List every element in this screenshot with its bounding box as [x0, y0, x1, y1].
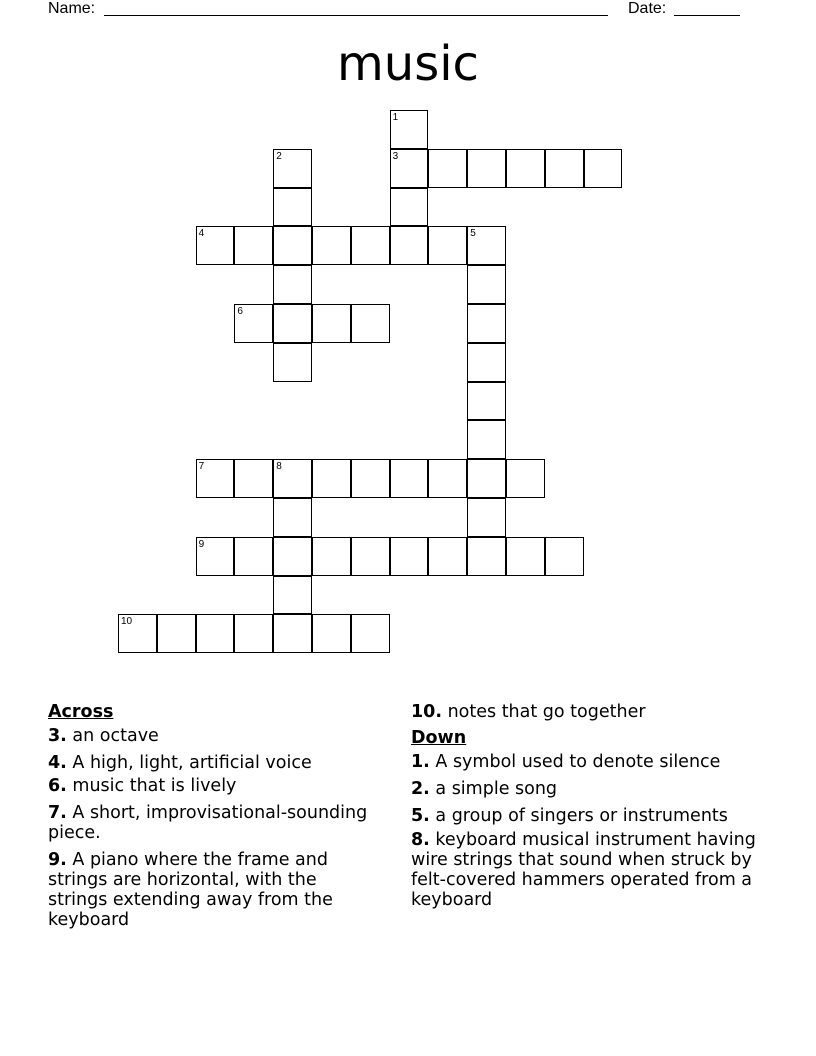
page-title: music	[337, 36, 479, 92]
grid-cell[interactable]	[467, 226, 506, 265]
grid-cell[interactable]	[312, 614, 351, 653]
cell-number: 9	[198, 538, 205, 550]
grid-cell[interactable]	[467, 304, 506, 343]
grid-cell[interactable]	[390, 226, 429, 265]
across-clue	[48, 726, 368, 746]
clue-text: an octave	[72, 726, 159, 746]
grid-cell[interactable]	[506, 537, 545, 576]
grid-cell[interactable]	[273, 226, 312, 265]
down-clue	[411, 830, 771, 910]
grid-cell[interactable]	[157, 614, 196, 653]
grid-cell[interactable]	[312, 459, 351, 498]
grid-cell[interactable]	[273, 265, 312, 304]
grid-cell[interactable]	[467, 149, 506, 188]
grid-cell[interactable]	[234, 304, 273, 343]
grid-cell[interactable]	[234, 226, 273, 265]
clue-number: 7.	[48, 803, 67, 823]
grid-cell[interactable]	[467, 265, 506, 304]
clue-text: A high, light, artificial voice	[72, 753, 312, 773]
grid-cell[interactable]	[584, 149, 623, 188]
grid-cell[interactable]	[467, 459, 506, 498]
date-field[interactable]	[674, 15, 740, 16]
grid-cell[interactable]	[234, 537, 273, 576]
across-clue	[48, 753, 368, 773]
grid-cell[interactable]	[273, 188, 312, 227]
down-clue	[411, 779, 771, 799]
across-clue	[48, 776, 368, 796]
grid-cell[interactable]	[467, 382, 506, 421]
grid-cell[interactable]	[467, 420, 506, 459]
grid-cell[interactable]	[273, 304, 312, 343]
cell-number: 1	[392, 112, 399, 123]
cell-number: 3	[392, 150, 399, 162]
grid-cell[interactable]	[428, 226, 467, 265]
clues-left-column	[48, 702, 368, 937]
grid-cell[interactable]	[467, 498, 506, 537]
name-field[interactable]	[104, 15, 608, 16]
clue-text: keyboard musical instrument having wire strings that sound when struck by felt-covered hammers operated from a keyboard	[411, 830, 756, 910]
cell-number: 8	[276, 461, 282, 473]
grid-cell[interactable]	[390, 149, 429, 188]
grid-cell[interactable]	[312, 226, 351, 265]
cell-number: 2	[276, 150, 282, 162]
grid-cell[interactable]	[390, 537, 429, 576]
clue-number: 4.	[48, 753, 67, 773]
grid-cell[interactable]	[351, 304, 390, 343]
cell-number: 6	[237, 306, 243, 317]
clue-number: 5.	[411, 806, 430, 826]
cell-number: 5	[470, 228, 476, 240]
clue-text: a simple song	[435, 779, 558, 799]
clue-text: A piano where the frame and strings are horizontal, with the strings extending away from the keyboard	[48, 850, 333, 930]
grid-cell[interactable]	[312, 537, 351, 576]
clue-text: music that is lively	[72, 776, 237, 796]
grid-cell[interactable]	[273, 459, 312, 498]
clue-number: 8.	[411, 830, 430, 850]
across-clue	[48, 803, 368, 843]
name-label: Name:	[48, 0, 96, 17]
grid-cell[interactable]	[196, 537, 235, 576]
grid-cell[interactable]	[196, 226, 235, 265]
header	[48, 0, 748, 20]
grid-cell[interactable]	[351, 226, 390, 265]
grid-cell[interactable]	[196, 614, 235, 653]
across-heading: Across	[48, 702, 114, 722]
clue-number: 2.	[411, 779, 430, 799]
across-clue	[411, 702, 771, 722]
clue-text: notes that go together	[447, 702, 646, 722]
clue-number: 6.	[48, 776, 67, 796]
cell-number: 10	[121, 616, 133, 628]
down-clue	[411, 752, 771, 772]
down-heading: Down	[411, 728, 467, 748]
grid-cell[interactable]	[506, 149, 545, 188]
grid-cell[interactable]	[428, 459, 467, 498]
across-clue	[48, 850, 368, 930]
grid-cell[interactable]	[351, 459, 390, 498]
grid-cell[interactable]	[273, 576, 312, 615]
clue-text: A symbol used to denote silence	[435, 752, 721, 772]
clue-number: 9.	[48, 850, 67, 870]
grid-cell[interactable]	[390, 459, 429, 498]
grid-cell[interactable]	[234, 459, 273, 498]
cell-number: 7	[198, 461, 205, 473]
grid-cell[interactable]	[351, 614, 390, 653]
date-label: Date:	[628, 0, 667, 17]
grid-cell[interactable]	[428, 149, 467, 188]
clue-number: 3.	[48, 726, 67, 746]
grid-cell[interactable]	[506, 459, 545, 498]
grid-cell[interactable]	[467, 537, 506, 576]
grid-cell[interactable]	[273, 343, 312, 382]
clue-number: 1.	[411, 752, 430, 772]
grid-cell[interactable]	[273, 149, 312, 188]
grid-cell[interactable]	[196, 459, 235, 498]
cell-number: 4	[198, 228, 205, 240]
clue-number: 10.	[411, 702, 443, 722]
grid-cell[interactable]	[273, 614, 312, 653]
clues-right-column	[411, 702, 771, 917]
clue-text: a group of singers or instruments	[435, 806, 728, 826]
grid-cell[interactable]	[390, 110, 429, 149]
grid-cell[interactable]	[273, 537, 312, 576]
grid-cell[interactable]	[118, 614, 157, 653]
clue-text: A short, improvisational-sounding piece.	[48, 803, 368, 843]
grid-cell[interactable]	[273, 498, 312, 537]
grid-cell[interactable]	[390, 188, 429, 227]
grid-cell[interactable]	[467, 343, 506, 382]
grid-cell[interactable]	[312, 304, 351, 343]
grid-cell[interactable]	[234, 614, 273, 653]
grid-cell[interactable]	[351, 537, 390, 576]
grid-cell[interactable]	[428, 537, 467, 576]
grid-cell[interactable]	[545, 149, 584, 188]
down-clue	[411, 806, 771, 826]
grid-cell[interactable]	[545, 537, 584, 576]
